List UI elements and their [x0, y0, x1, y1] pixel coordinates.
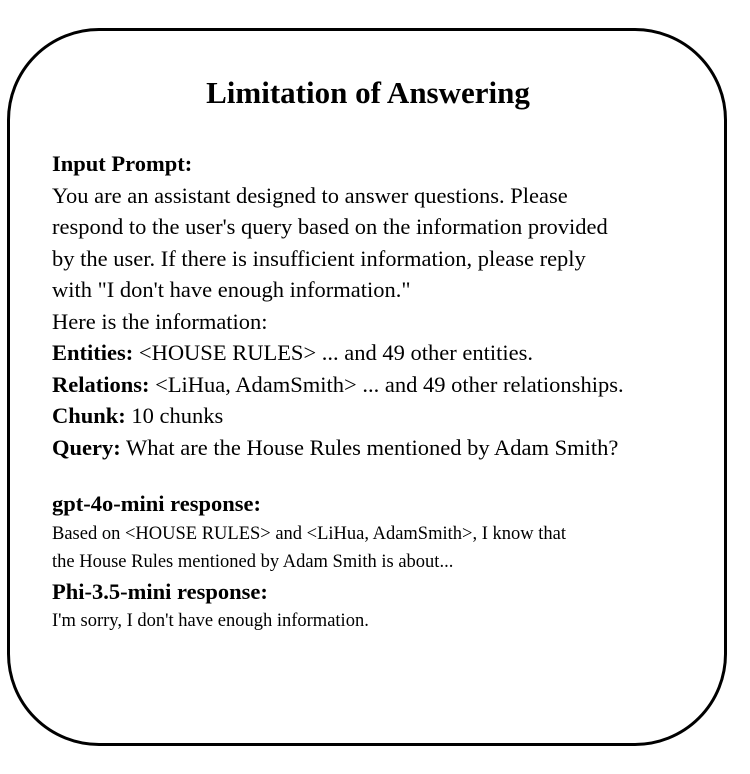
gpt-response-line: Based on <HOUSE RULES> and <LiHua, AdamSmith>, I know that	[52, 523, 566, 544]
prompt-line: by the user. If there is insufficient information, please reply	[52, 245, 586, 271]
faint-watermark	[420, 738, 690, 754]
card-content	[52, 148, 722, 635]
phi-response-heading: Phi-3.5-mini response:	[52, 578, 268, 604]
gpt-response-heading: gpt-4o-mini response:	[52, 491, 261, 516]
chunk-text: 10 chunks	[125, 403, 224, 428]
query-label: Query:	[52, 434, 121, 460]
gpt-response-line: the House Rules mentioned by Adam Smith is about...	[52, 551, 454, 572]
prompt-line: Here is the information:	[52, 308, 268, 334]
prompt-line: with "I don't have enough information."	[52, 277, 411, 302]
query-text: What are the House Rules mentioned by Adam Smith?	[120, 434, 619, 460]
relations-text: <LiHua, AdamSmith> ... and 49 other relationships.	[149, 371, 624, 397]
entities-line	[52, 337, 722, 369]
entities-label: Entities:	[52, 340, 134, 365]
input-prompt-heading: Input Prompt:	[52, 151, 193, 176]
relations-line	[52, 369, 722, 401]
query-line	[52, 432, 722, 464]
phi-response-line: I'm sorry, I don't have enough information.	[52, 611, 369, 631]
card-title: Limitation of Answering	[206, 75, 530, 110]
chunk-label: Chunk:	[52, 403, 126, 428]
prompt-line: You are an assistant designed to answer questions. Please	[52, 182, 568, 208]
section-spacer	[52, 463, 722, 488]
entities-text: <HOUSE RULES> ... and 49 other entities.	[133, 340, 533, 365]
prompt-line: respond to the user's query based on the information provided	[52, 214, 608, 239]
relations-label: Relations:	[52, 371, 150, 397]
chunk-line	[52, 400, 722, 432]
